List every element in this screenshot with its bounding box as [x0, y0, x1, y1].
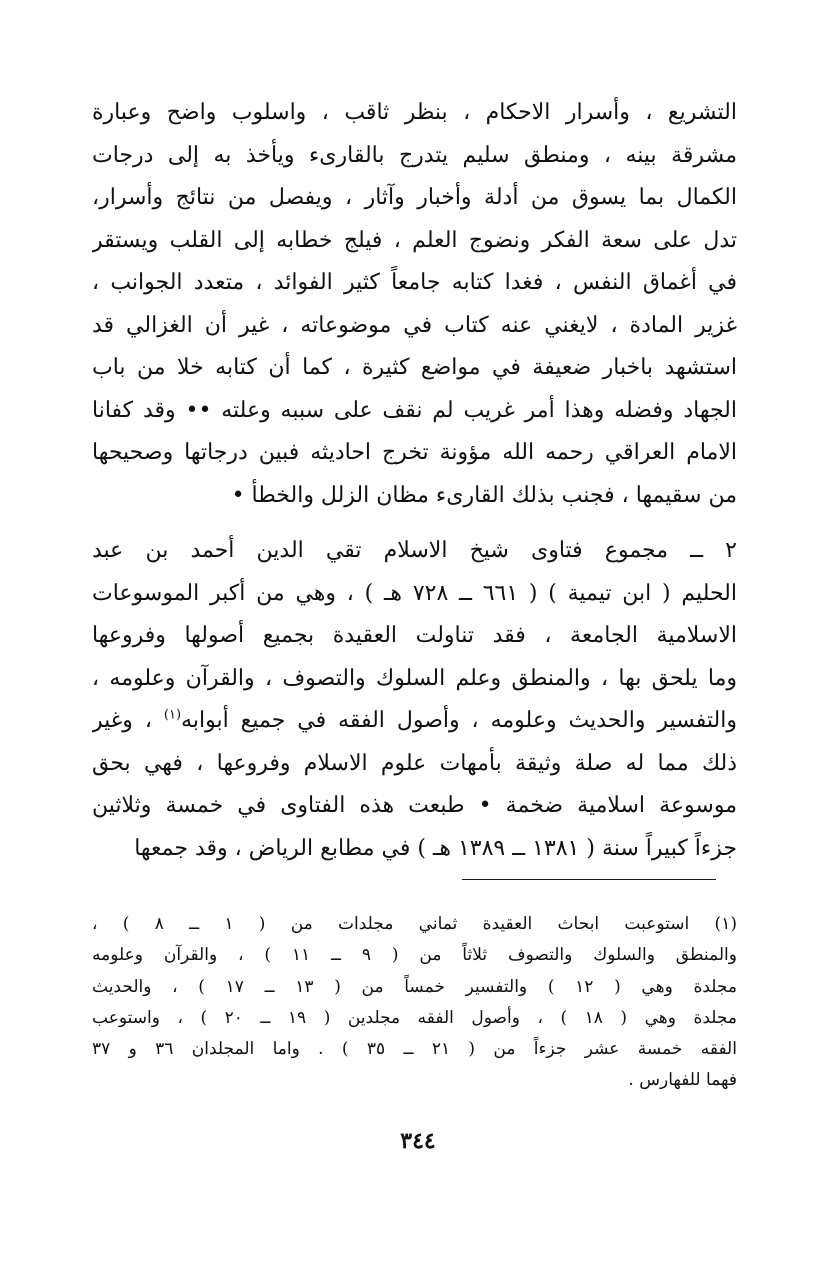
- footnote-line: فهما للفهارس .: [628, 1070, 737, 1091]
- footnote-line: (١) استوعبت ابحاث العقيدة ثماني مجلدات من ( ١ ــ ٨ ) ،: [92, 914, 737, 934]
- text-line-with-footnote-ref: [92, 700, 737, 743]
- paragraph-ghazali-ihya: [92, 92, 737, 517]
- text-line: التشريع ، وأسرار الاحكام ، بنظر ثاقب ، واسلوب واضح وعبارة: [92, 100, 737, 125]
- text-segment: والتفسير والحديث وعلومه ، وأصول الفقه في جميع أبوابه: [181, 708, 737, 733]
- text-line: في أغماق النفس ، فغدا كتابه جامعاً كثير الفوائد ، متعدد الجوانب ،: [92, 270, 737, 295]
- text-line: الامام العراقي رحمه الله مؤونة تخرج احاديثه فبين درجاتها وصحيحها: [92, 440, 737, 465]
- text-line: الجهاد وفضله وهذا أمر غريب لم نقف على سببه وعلته •• وقد كفانا: [92, 397, 737, 423]
- text-segment: ، وغير: [92, 708, 164, 733]
- text-line: استشهد باخبار ضعيفة في مواضع كثيرة ، كما أن كتابه خلا من باب: [92, 355, 737, 380]
- text-line: وما يلحق بها ، والمنطق وعلم السلوك والتصوف ، والقرآن وعلومه ،: [92, 665, 737, 691]
- footnotes: [92, 909, 737, 1097]
- footnote-line: والمنطق والسلوك والتصوف ثلاثاً من ( ٩ ــ ١١ ) ، والقرآن وعلومه: [92, 945, 737, 966]
- text-line: مشرقة بينه ، ومنطق سليم يتدرج بالقارىء ويأخذ به إلى درجات: [92, 142, 737, 168]
- footnote-line: مجلدة وهي ( ١٢ ) والتفسير خمساً من ( ١٣ ــ ١٧ ) ، والحديث: [92, 976, 737, 997]
- footnote-line: الفقه خمسة عشر جزءاً من ( ٢١ ــ ٣٥ ) . واما المجلدان ٣٦ و ٣٧: [92, 1039, 737, 1060]
- paragraph-ibn-taymiyya-fatawa: [92, 530, 737, 870]
- text-line: ٢ ــ مجموع فتاوى شيخ الاسلام تقي الدين أحمد بن عبد: [92, 538, 737, 563]
- text-line: ذلك مما له صلة وثيقة بأمهات علوم الاسلام وفروعها ، فهي بحق: [92, 750, 737, 776]
- text-line: تدل على سعة الفكر ونضوج العلم ، فيلج خطابه إلى القلب ويستقر: [92, 227, 737, 253]
- text-line: الكمال بما يسوق من أدلة وأخبار وآثار ، ويفصل من نتائج وأسرار،: [92, 185, 737, 210]
- text-line: جزءاً كبيراً سنة ( ١٣٨١ ــ ١٣٨٩ هـ ) في مطابع الرياض ، وقد جمعها: [134, 835, 737, 861]
- text-line: غزير المادة ، لايغني عنه كتاب في موضوعاته ، غير أن الغزالي قد: [92, 312, 737, 338]
- page-number: ٣٤٤: [400, 1128, 436, 1154]
- text-line: موسوعة اسلامية ضخمة • طبعت هذه الفتاوى في خمسة وثلاثين: [92, 793, 737, 818]
- footnote-reference[interactable]: (١): [163, 707, 182, 723]
- text-line: الاسلامية الجامعة ، فقد تناولت العقيدة بجميع أصولها وفروعها: [92, 623, 737, 648]
- footnote-separator: [462, 879, 716, 880]
- text-line: الحليم ( ابن تيمية ) ( ٦٦١ ــ ٧٢٨ هـ ) ، وهي من أكبر الموسوعات: [92, 580, 737, 606]
- text-line: من سقيمها ، فجنب بذلك القارىء مظان الزلل والخطأ •: [231, 482, 737, 508]
- footnote-line: مجلدة وهي ( ١٨ ) ، وأصول الفقه مجلدين ( ١٩ ــ ٢٠ ) ، واستوعب: [92, 1007, 737, 1028]
